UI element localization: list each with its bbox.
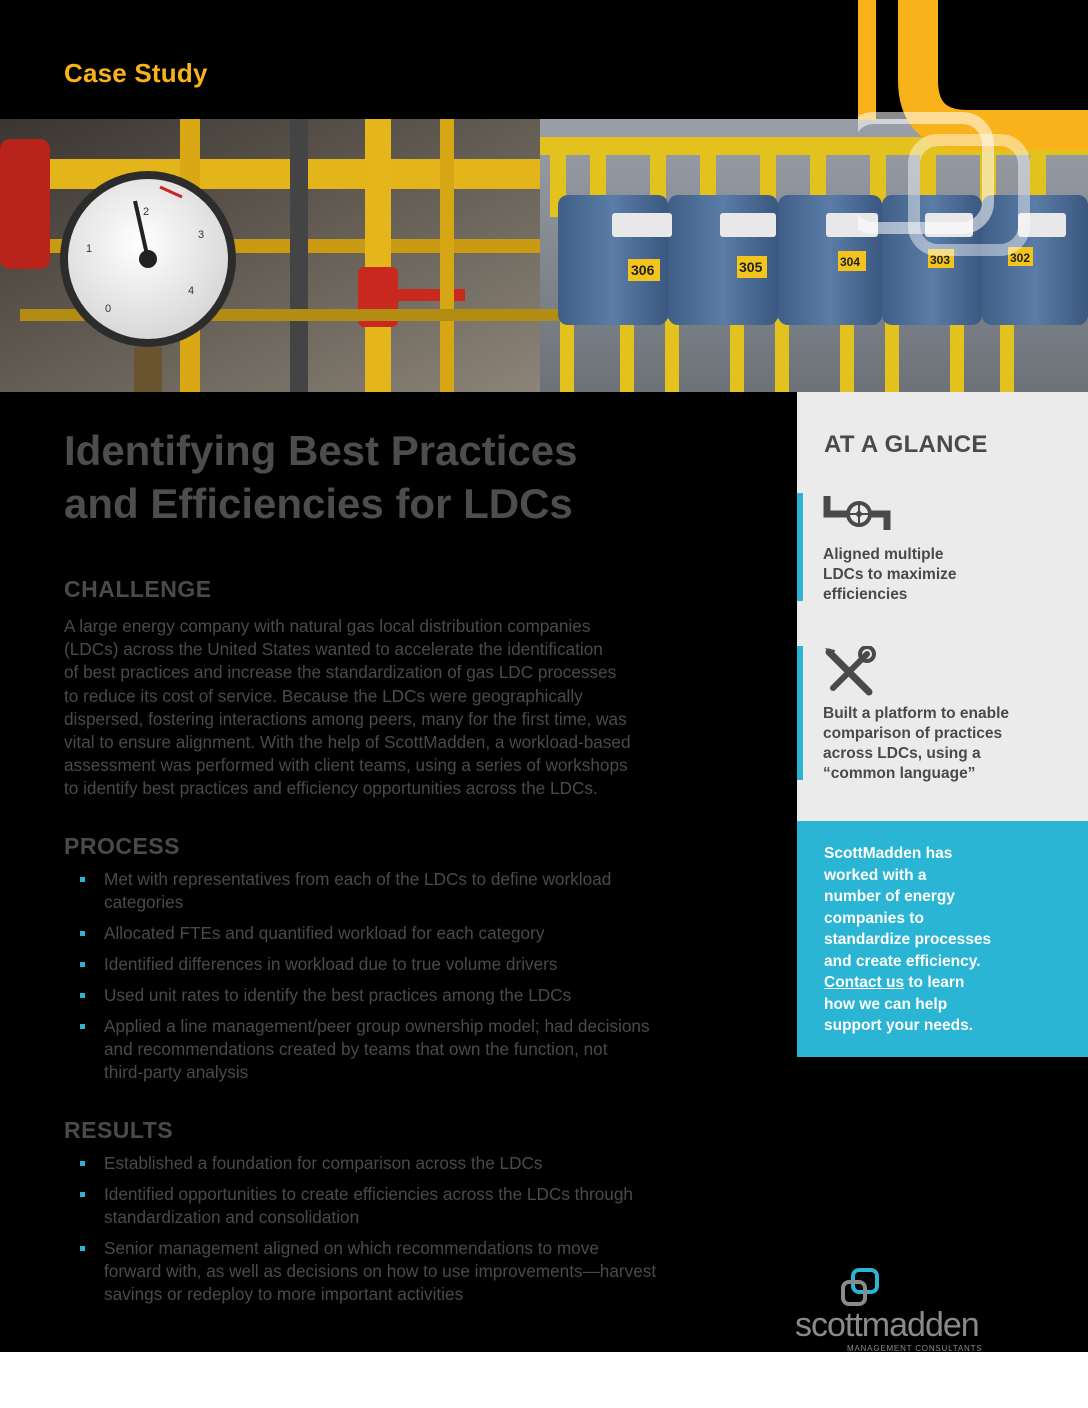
item-line: savings or redeploy to more important activities [104, 1284, 464, 1304]
logo-mark-icon [841, 1268, 881, 1308]
pipe-valve-icon [823, 492, 897, 534]
text-line: comparison of practices [823, 725, 1003, 742]
bullet-icon [80, 993, 85, 998]
text-line: efficiencies [823, 586, 908, 603]
bullet-icon [80, 962, 85, 967]
bullet-icon [80, 931, 85, 936]
list-item [80, 953, 752, 976]
item-line: standardization and consolidation [104, 1207, 360, 1227]
item-line: Identified differences in workload due to true volume drivers [104, 954, 558, 974]
text-line: companies to [824, 909, 924, 927]
item-line: Applied a line management/peer group ownership model; had decisions [104, 1016, 650, 1036]
list-item [80, 1183, 752, 1229]
text-line: across LDCs, using a [823, 745, 981, 762]
paragraph-line: dispersed, fostering interactions among peers, many for the first time, was [64, 708, 627, 729]
bullet-icon [80, 1161, 85, 1166]
text-line: “common language” [823, 765, 976, 782]
logo-wordmark: scottmadden [795, 1306, 979, 1344]
glance-item-text [823, 545, 1043, 605]
item-line: and recommendations created by teams that own the function, not [104, 1039, 608, 1059]
bullet-icon [80, 877, 85, 882]
list-item [80, 1237, 752, 1306]
at-a-glance-title: AT A GLANCE [824, 431, 988, 458]
case-study-label: Case Study [64, 58, 208, 88]
meter-number-303: 303 [930, 253, 951, 267]
text-line: and create efficiency. [824, 952, 981, 970]
page-title [64, 424, 764, 530]
item-line: forward with, as well as decisions on how to use improvements—harvest [104, 1261, 657, 1281]
brand-corner-mark [858, 0, 1088, 260]
text-line: number of energy [824, 888, 955, 905]
item-line: Used unit rates to identify the best practices among the LDCs [104, 985, 572, 1005]
paragraph-line: of best practices and increase the standardization of gas LDC processes [64, 662, 617, 683]
item-line: Met with representatives from each of the LDCs to define workload [104, 869, 612, 889]
challenge-paragraph [64, 615, 736, 801]
challenge-heading: CHALLENGE [64, 576, 212, 602]
title-line: and Efficiencies for LDCs [64, 480, 573, 527]
gauge-label-0: 0 [105, 303, 112, 315]
bullet-icon [80, 1024, 85, 1029]
paragraph-line: vital to ensure alignment. With the help of ScottMadden, a workload-based [64, 732, 631, 753]
title-line: Identifying Best Practices [64, 427, 578, 474]
scottmadden-logo [795, 1268, 995, 1352]
accent-bar [797, 493, 803, 601]
item-line: Senior management aligned on which recommendations to move [104, 1238, 599, 1258]
text-line: support your needs. [824, 1017, 973, 1034]
text-line: LDCs to maximize [823, 566, 957, 583]
paragraph-line: A large energy company with natural gas local distribution companies [64, 616, 591, 636]
process-heading: PROCESS [64, 833, 180, 859]
meter-number-304: 304 [840, 255, 861, 269]
text-line: worked with a [824, 866, 927, 884]
paragraph-line: to reduce its cost of service. Because the LDCs were geographically [64, 685, 583, 706]
glance-item-text [823, 704, 1043, 784]
cta-box [797, 821, 1088, 1057]
gauge-label-3: 3 [198, 229, 205, 241]
paragraph-line: to identify best practices and efficiency opportunities across the LDCs. [64, 778, 598, 799]
text-line [824, 972, 1044, 994]
wrench-screwdriver-icon [823, 646, 877, 698]
contact-us-link[interactable]: Contact us [824, 974, 905, 991]
gauge-label-4: 4 [188, 285, 195, 297]
list-item [80, 1152, 752, 1175]
paragraph-line: (LDCs) across the United States wanted to accelerate the identification [64, 639, 603, 660]
gauge-label-2: 2 [143, 206, 150, 218]
bullet-icon [80, 1246, 85, 1251]
accent-bar [797, 646, 803, 780]
text-line: Built a platform to enable [823, 705, 1010, 722]
list-item [80, 868, 752, 914]
list-item [80, 922, 752, 945]
cta-text [824, 843, 1044, 1037]
text-line: Aligned multiple [823, 546, 944, 563]
at-a-glance-panel [797, 392, 1088, 821]
meter-number-306: 306 [631, 262, 655, 278]
results-list [80, 1152, 752, 1314]
meter-number-305: 305 [739, 259, 763, 275]
page-footer-margin [0, 1352, 1088, 1408]
logo-subtitle: MANAGEMENT CONSULTANTS [847, 1344, 983, 1352]
item-line: third-party analysis [104, 1062, 249, 1082]
text-line: how we can help [824, 995, 948, 1013]
list-item [80, 984, 752, 1007]
meter-number-302: 302 [1010, 251, 1031, 265]
bullet-icon [80, 1192, 85, 1197]
text-line: ScottMadden has [824, 845, 953, 862]
text-fragment: to learn [904, 974, 965, 991]
gauge-label-1: 1 [86, 243, 93, 255]
text-line: standardize processes [824, 931, 992, 948]
item-line: Identified opportunities to create efficiencies across the LDCs through [104, 1184, 633, 1204]
process-list [80, 868, 752, 1092]
item-line: categories [104, 892, 184, 912]
item-line: Established a foundation for comparison across the LDCs [104, 1153, 543, 1173]
list-item [80, 1015, 752, 1084]
item-line: Allocated FTEs and quantified workload for each category [104, 923, 545, 943]
paragraph-line: assessment was performed with client teams, using a series of workshops [64, 755, 628, 776]
results-heading: RESULTS [64, 1117, 174, 1143]
